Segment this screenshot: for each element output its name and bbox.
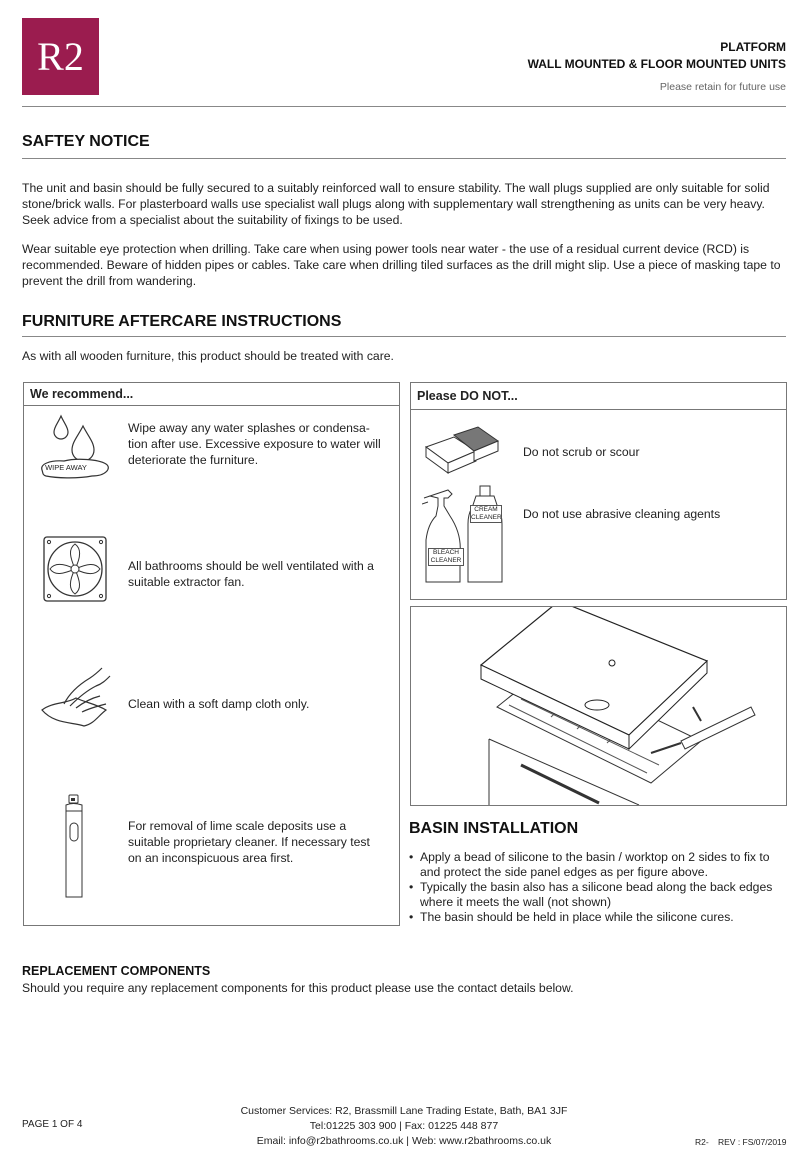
spray-can-icon xyxy=(62,793,86,901)
donot-item-scrub: Do not scrub or scour xyxy=(523,445,640,459)
safety-paragraph-1: The unit and basin should be fully secured to a suitably reinforced wall to ensure stability. The wall plugs supplied are only suitable for solid stone/brick walls. For plasterboard walls use specialist wall plugs along with supplementary wall strengthening as units can be very heavy. Seek advice from a specialist about the suitability of fixings to be used. xyxy=(22,181,770,227)
donot-title: Please DO NOT... xyxy=(411,383,786,410)
recommend-item-cloth: Clean with a soft damp cloth only. xyxy=(128,697,310,711)
logo-text: R2 xyxy=(37,34,84,79)
recommend-title: We recommend... xyxy=(24,383,399,406)
basin-heading: BASIN INSTALLATION xyxy=(409,820,579,837)
basin-figure xyxy=(410,606,787,806)
aftercare-divider xyxy=(22,336,786,337)
cleaning-bottles-icon xyxy=(422,484,506,586)
cloth-hand-icon xyxy=(40,666,116,730)
basin-bullet: • The basin should be held in place while the silicone cures. xyxy=(409,910,789,925)
recommend-item-fan: All bathrooms should be well ventilated with a suitable extractor fan. xyxy=(128,559,374,589)
document-code: R2- xyxy=(695,1137,709,1147)
extractor-fan-icon xyxy=(42,535,108,603)
document-subtitle: WALL MOUNTED & FLOOR MOUNTED UNITS xyxy=(527,57,786,71)
scouring-sponge-icon xyxy=(424,425,500,475)
header-divider xyxy=(22,106,786,107)
wipe-away-label: WIPE AWAY xyxy=(45,463,87,472)
revision-code: REV : FS/07/2019 xyxy=(718,1137,787,1147)
safety-divider xyxy=(22,158,786,159)
recommend-item-limescale: For removal of lime scale deposits use a suitable proprietary cleaner. If necessary test on an inconspicuous area first. xyxy=(128,819,370,865)
cream-cleaner-label: CREAM CLEANER xyxy=(471,506,502,521)
footer-contact xyxy=(180,1104,628,1149)
basin-bullet: • Typically the basin also has a silicone bead along the back edges where it meets the wall (not shown) xyxy=(409,880,789,910)
recommend-item-water: Wipe away any water splashes or condensa-tion after use. Excessive exposure to water will deteriorate the furniture. xyxy=(128,421,381,467)
replacement-heading: REPLACEMENT COMPONENTS xyxy=(22,964,211,978)
document-title: PLATFORM xyxy=(720,40,786,54)
footer-phone: Tel:01225 303 900 | Fax: 01225 448 877 xyxy=(309,1120,499,1132)
replacement-text: Should you require any replacement components for this product please use the contact details below. xyxy=(22,981,574,995)
aftercare-intro: As with all wooden furniture, this product should be treated with care. xyxy=(22,349,394,363)
safety-heading: SAFTEY NOTICE xyxy=(22,133,150,150)
basin-illustration xyxy=(411,607,786,805)
footer-web: Email: info@r2bathrooms.co.uk | Web: www.r2bathrooms.co.uk xyxy=(256,1135,552,1147)
safety-paragraph-2: Wear suitable eye protection when drilling. Take care when using power tools near water - the use of a residual current device (RCD) is recommended. Beware of hidden pipes or cables. Take care when drilling tiled surfaces as the drill might slip. Use a piece of masking tape to prevent the drill from wandering. xyxy=(22,242,781,288)
basin-bullet: • Apply a bead of silicone to the basin / worktop on 2 sides to fix to and protect the side panel edges as per figure above. xyxy=(409,850,789,880)
aftercare-heading: FURNITURE AFTERCARE INSTRUCTIONS xyxy=(22,313,342,330)
page-number: PAGE 1 OF 4 xyxy=(22,1119,83,1130)
retain-note: Please retain for future use xyxy=(659,81,786,93)
basin-bullets xyxy=(409,850,789,925)
donot-item-abrasive: Do not use abrasive cleaning agents xyxy=(523,507,721,521)
brand-logo xyxy=(22,18,99,95)
bleach-cleaner-label: BLEACH CLEANER xyxy=(428,548,464,566)
footer-address: Customer Services: R2, Brassmill Lane Trading Estate, Bath, BA1 3JF xyxy=(240,1105,568,1117)
